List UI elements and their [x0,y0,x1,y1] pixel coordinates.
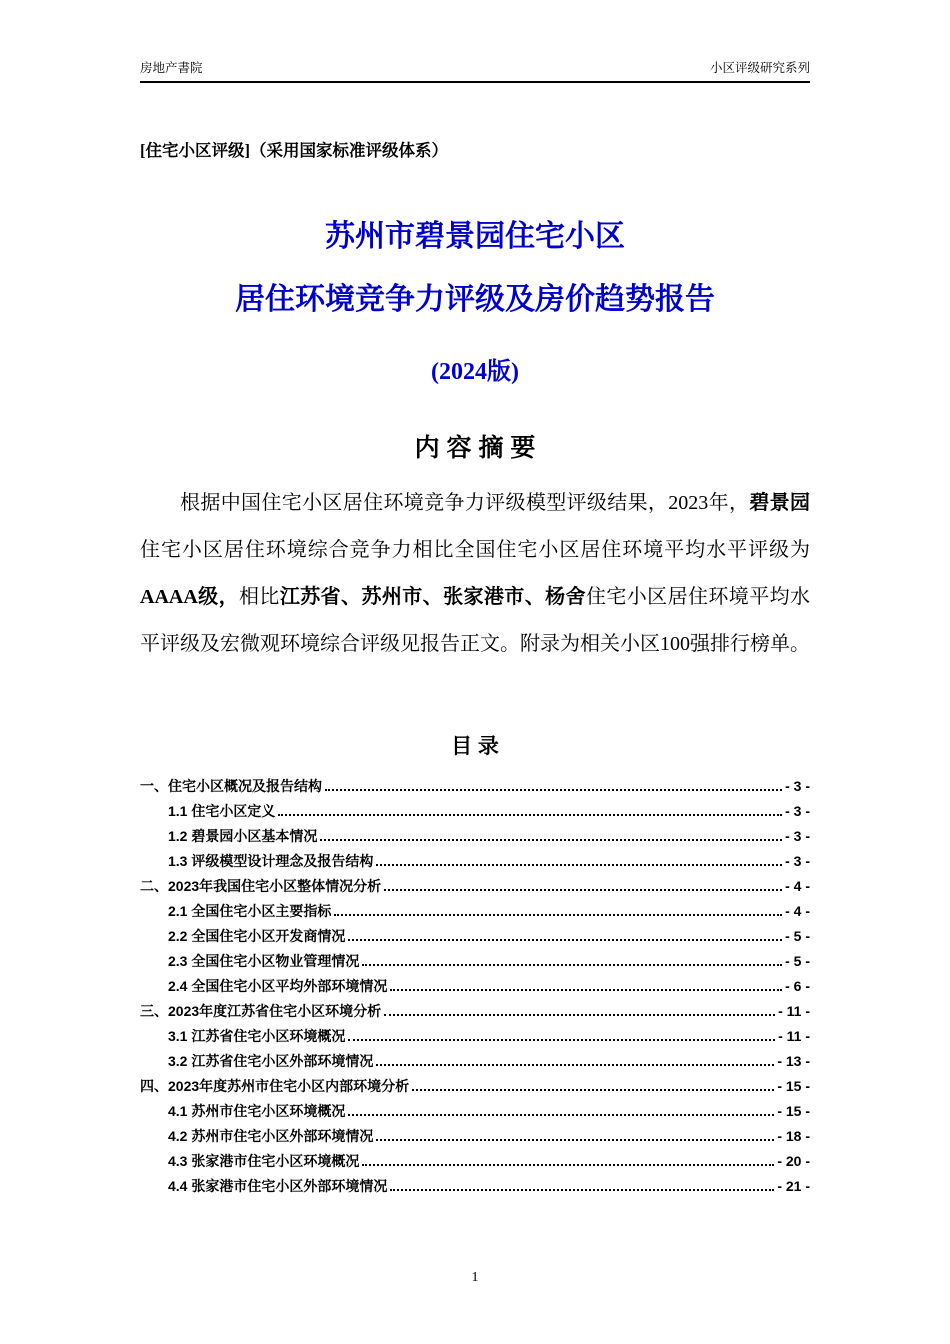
toc-entry-page: - 18 - [777,1128,810,1144]
toc-leader-dots [325,789,782,791]
toc-leader-dots [412,1089,774,1091]
toc-leader-dots [362,964,782,966]
toc-leader-dots [362,1164,774,1166]
toc-entry[interactable] [140,949,810,974]
toc-entry-label: 1.1 住宅小区定义 [168,803,276,819]
toc-entry-page: - 5 - [785,928,810,944]
abstract-heading: 内 容 摘 要 [414,434,536,462]
toc-entry[interactable] [140,1174,810,1199]
toc-entry[interactable] [140,874,810,899]
toc-leader-dots [390,1189,774,1191]
page-header [140,58,810,83]
toc-entry[interactable] [140,799,810,824]
toc-entry-page: - 21 - [777,1178,810,1194]
rating-system-tagline: [住宅小区评级]（采用国家标准评级体系） [140,141,448,160]
toc-entry-label: 3.2 江苏省住宅小区外部环境情况 [168,1053,374,1069]
toc-entry-page: - 11 - [778,1028,810,1044]
header-left-text: 房地产書院 [140,61,203,75]
toc-entry-label: 4.2 苏州市住宅小区外部环境情况 [168,1128,374,1144]
toc-leader-dots [348,939,782,941]
toc-entry[interactable] [140,924,810,949]
toc-entry-page: - 15 - [777,1103,810,1119]
toc-leader-dots [376,1139,774,1141]
toc-entry-label: 二、2023年我国住宅小区整体情况分析 [140,878,382,894]
toc-entry-label: 2.2 全国住宅小区开发商情况 [168,928,346,944]
toc-entry[interactable] [140,774,810,799]
toc-leader-dots [384,1014,775,1016]
toc-entry[interactable] [140,1049,810,1074]
toc-heading: 目 录 [451,735,499,758]
toc-leader-dots [278,814,782,816]
toc-entry[interactable] [140,824,810,849]
abstract-text: 相比 [239,586,280,608]
toc-entry[interactable] [140,1099,810,1124]
abstract-paragraph [140,480,810,668]
toc-entry-label: 4.4 张家港市住宅小区外部环境情况 [168,1178,388,1194]
toc-entry-page: - 3 - [785,828,810,844]
toc-entry[interactable] [140,1074,810,1099]
toc-entry-label: 4.1 苏州市住宅小区环境概况 [168,1103,346,1119]
toc-list [140,774,810,1199]
toc-leader-dots [390,989,782,991]
report-title-line1: 苏州市碧景园住宅小区 [325,220,625,253]
toc-entry-page: - 13 - [777,1053,810,1069]
header-right-text: 小区评级研究系列 [709,61,810,75]
toc-leader-dots [376,1064,774,1066]
toc-leader-dots [376,864,782,866]
page-footer [0,1270,950,1286]
toc-entry-label: 四、2023年度苏州市住宅小区内部环境分析 [140,1078,410,1094]
toc-leader-dots [334,914,782,916]
toc-leader-dots [348,1039,775,1041]
abstract-highlight-text: AAAA级， [140,586,239,608]
report-version: (2024版) [431,359,519,385]
page-number: 1 [471,1270,479,1285]
toc-entry[interactable] [140,849,810,874]
toc-entry[interactable] [140,1124,810,1149]
toc-entry-label: 1.2 碧景园小区基本情况 [168,828,318,844]
toc-entry-label: 2.3 全国住宅小区物业管理情况 [168,953,360,969]
toc-entry-page: - 3 - [785,853,810,869]
toc-entry-page: - 11 - [778,1003,810,1019]
toc-entry-label: 4.3 张家港市住宅小区环境概况 [168,1153,360,1169]
toc-entry-page: - 5 - [785,953,810,969]
toc-entry-label: 1.3 评级模型设计理念及报告结构 [168,853,374,869]
toc-entry-page: - 4 - [785,878,810,894]
toc-leader-dots [320,839,782,841]
toc-entry[interactable] [140,1149,810,1174]
toc-entry-page: - 6 - [785,978,810,994]
toc-entry-label: 三、2023年度江苏省住宅小区环境分析 [140,1003,382,1019]
toc-entry-label: 一、住宅小区概况及报告结构 [140,778,322,794]
toc-entry-label: 2.1 全国住宅小区主要指标 [168,903,332,919]
toc-entry-page: - 20 - [777,1153,810,1169]
toc-entry[interactable] [140,999,810,1024]
toc-entry-page: - 4 - [785,903,810,919]
toc-entry[interactable] [140,899,810,924]
toc-entry-page: - 15 - [777,1078,810,1094]
report-title-line2: 居住环境竞争力评级及房价趋势报告 [235,283,715,316]
abstract-highlight-text: 碧景园 [749,492,811,514]
toc-entry[interactable] [140,974,810,999]
abstract-highlight-text: 江苏省、苏州市、张家港市、杨舍 [279,586,586,608]
toc-entry-page: - 3 - [785,778,810,794]
toc-leader-dots [348,1114,774,1116]
toc-entry-page: - 3 - [785,803,810,819]
abstract-text: 根据中国住宅小区居住环境竞争力评级模型评级结果，2023年， [180,492,750,514]
toc-entry[interactable] [140,1024,810,1049]
toc-leader-dots [384,889,782,891]
toc-entry-label: 2.4 全国住宅小区平均外部环境情况 [168,978,388,994]
abstract-text: 住宅小区居住环境平均水平评级及宏微观环境综合评级见报告正文。附录为相关小区100强排行榜单。 [140,586,811,655]
toc-entry-label: 3.1 江苏省住宅小区环境概况 [168,1028,346,1044]
abstract-text: 住宅小区居住环境综合竞争力相比全国住宅小区居住环境平均水平评级为 [140,539,810,561]
